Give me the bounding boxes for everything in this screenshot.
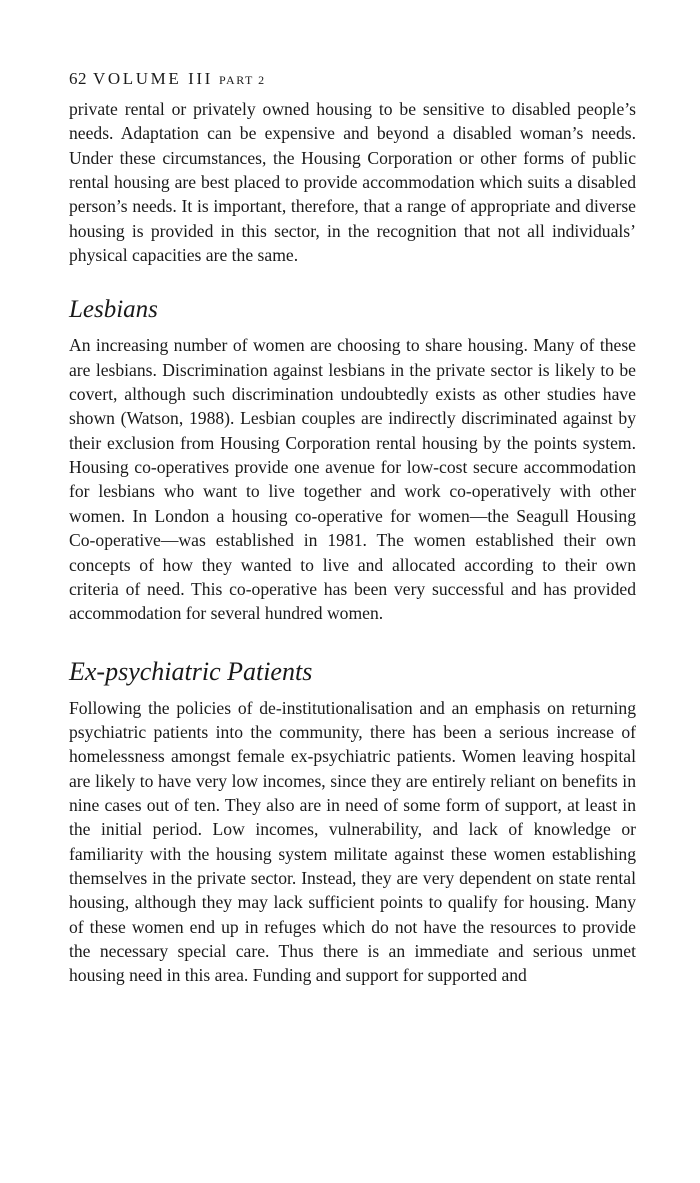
paragraph-ex-psychiatric-patients: Following the policies of de-institutionalisation and an emphasis on returning psychiatric patients into the community, there has been a serious increase of homelessness amongst female ex-psychiatric patients. Women leaving hospital are likely to have very low incomes, since they are entirely reliant on benefits in nine cases out of ten. They also are in need of some form of support, at least in the initial period. Low incomes, vulnerability, and lack of knowledge or familiarity with the housing system militate against these women establishing themselves in the private sector. Instead, they are very dependent on state rental housing, although they may lack sufficient points to qualify for housing. Many of these women end up in refuges which do not have the resources to provide the necessary special care. Thus there is an immediate and serious unmet housing need in this area. Funding and support for supported and (69, 697, 636, 986)
part-label: PART 2 (218, 73, 266, 87)
running-head (69, 66, 636, 93)
volume-label: VOLUME III (93, 69, 213, 88)
page-number: 62 (69, 69, 87, 88)
book-page (69, 66, 636, 988)
section-heading-ex-psychiatric-patients: Ex-psychiatric Patients (69, 656, 313, 686)
paragraph-lesbians: An increasing number of women are choosing to share housing. Many of these are lesbians. Discrimination against lesbians in the private sector is likely to be covert, although such discrimination undoubtedly exists as other studies have shown (Watson, 1988). Lesbian couples are indirectly discriminated against by their exclusion from Housing Corporation rental housing by the points system. Housing co-operatives provide one avenue for low-cost secure accommodation for lesbians who want to live together and work co-operatively with other women. In London a housing co-operative for women—the Seagull Housing Co-operative—was established in 1981. The women established their own concepts of how they wanted to live and allocated according to their own criteria of need. This co-operative has been very successful and has provided accommodation for several hundred women. (69, 335, 636, 624)
paragraph-disabled-housing: private rental or privately owned housing to be sensitive to disabled people’s needs. Adaptation can be expensive and beyond a disabled woman’s needs. Under these circumstances, the Housing Corporation or other forms of public rental housing are best placed to provide accommodation which suits a disabled person’s needs. It is important, therefore, that a range of appropriate and diverse housing is provided in this sector, in the recognition that not all individuals’ physical capacities are the same. (69, 99, 636, 266)
section-heading-lesbians: Lesbians (69, 296, 158, 324)
